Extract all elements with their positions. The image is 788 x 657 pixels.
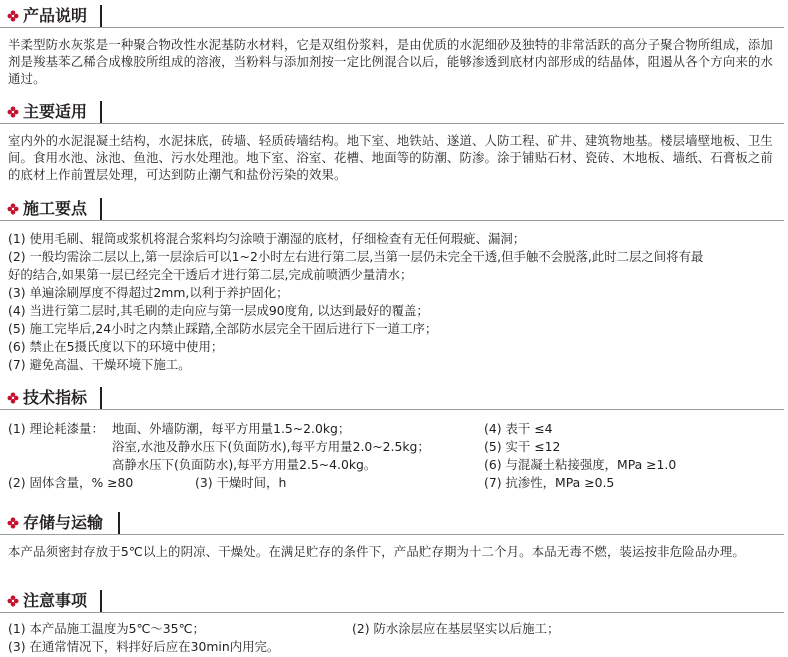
spec-consumption-label: (1) 理论耗漆量： (8, 421, 104, 436)
construction-step: (7) 避免高温、干燥环境下施工。 (8, 357, 191, 372)
spec-consumption-line: 地面、外墙防潮，每平方用量1.5~2.0kg； (112, 421, 351, 436)
flower-bullet-icon (7, 203, 19, 215)
section-title: 注意事项 (7, 591, 87, 611)
spec-right-item: (4) 表干 ≤4 (484, 421, 553, 436)
storage-text: 本产品须密封存放于5℃以上的阴凉、干燥处。在满足贮存的条件下，产品贮存期为十二个月。本品无毒不燃，装运按非危险品办理。 (8, 544, 745, 559)
construction-step-continued: 好的结合,如果第一层已经完全干透后才进行第二层,完成前喷洒少量清水； (8, 267, 413, 282)
section-header-construction (0, 197, 788, 223)
title-divider (100, 590, 102, 612)
title-divider (100, 198, 102, 220)
section-rule (0, 534, 784, 535)
spec-consumption-line: 浴室,水池及静水压下(负面防水),每平方用量2.0~2.5kg； (112, 439, 430, 454)
note-item: (1) 本产品施工温度为5℃～35℃； (8, 621, 205, 636)
spec-right-item: (7) 抗渗性，MPa ≥0.5 (484, 475, 615, 490)
flower-bullet-icon (7, 595, 19, 607)
section-title: 主要适用 (7, 102, 87, 122)
section-rule (0, 612, 784, 613)
title-divider (100, 5, 102, 27)
construction-step: (6) 禁止在5摄氏度以下的环境中使用； (8, 339, 224, 354)
section-title: 施工要点 (7, 199, 87, 219)
flower-bullet-icon (7, 517, 19, 529)
flower-bullet-icon (7, 10, 19, 22)
section-header-usage (0, 100, 788, 126)
section-header-notes (0, 589, 788, 615)
construction-step: (1) 使用毛刷、辊筒或浆机将混合浆料均匀涂喷于潮湿的底材，仔细检查有无任何瑕疵、漏洞； (8, 231, 526, 246)
section-rule (0, 123, 784, 124)
section-rule (0, 220, 784, 221)
section-header-description (0, 4, 788, 30)
section-header-storage (0, 511, 788, 537)
description-text: 半柔型防水灰浆是一种聚合物改性水泥基防水材料，它是双组份浆料，是由优质的水泥细砂及独特的非常活跃的高分子聚合物所组成，添加剂是羧基苯乙稀合成橡胶所组成的溶液，当粉料与添加剂按一定比例混合以后，能够渗透到底材内部形成的结晶体，阻遏从各个方向来的水通过。 (8, 37, 773, 86)
construction-step: (3) 单遍涂刷厚度不得超过2mm,以利于养护固化； (8, 285, 289, 300)
spec-right-item: (6) 与混凝土粘接强度，MPa ≥1.0 (484, 457, 677, 472)
section-title: 产品说明 (7, 6, 87, 26)
title-divider (100, 387, 102, 409)
note-item: (3) 在通常情况下，料拌好后应在30min内用完。 (8, 639, 280, 654)
construction-step: (5) 施工完毕后,24小时之内禁止踩踏,全部防水层完全干固后进行下一道工序； (8, 321, 438, 336)
spec-consumption-line: 高静水压下(负面防水),每平方用量2.5~4.0kg。 (112, 457, 377, 472)
flower-bullet-icon (7, 392, 19, 404)
title-divider (100, 101, 102, 123)
section-title: 技术指标 (7, 388, 87, 408)
section-rule (0, 409, 784, 410)
construction-step: (2) 一般均需涂二层以上,第一层涂后可以1~2小时左右进行第二层,当第一层仍未完全干透,但手触不会脱落,此时二层之间将有最 (8, 249, 704, 264)
spec-solid-content: (2) 固体含量，% ≥80 (8, 475, 134, 490)
flower-bullet-icon (7, 106, 19, 118)
title-divider (118, 512, 120, 534)
spec-right-item: (5) 实干 ≤12 (484, 439, 561, 454)
section-title: 存储与运输 (7, 513, 103, 533)
usage-text: 室内外的水泥混凝土结构，水泥抹底，砖墙、轻质砖墙结构。地下室、地铁站、遂道、人防工程、矿井、建筑物地基。楼层墙壁地板、卫生间。食用水池、泳池、鱼池、污水处理池。地下室、浴室、花槽、地面等的防潮、防渗。涂于铺贴石材、瓷砖、木地板、墙纸、石膏板之前的底材上作前置层处理，可达到防止潮气和盐份污染的效果。 (8, 133, 773, 182)
spec-dry-time: (3) 干燥时间，h (195, 475, 287, 490)
section-rule (0, 27, 784, 28)
construction-step: (4) 当进行第二层时,其毛刷的走向应与第一层成90度角, 以达到最好的覆盖； (8, 303, 429, 318)
note-item: (2) 防水涂层应在基层坚实以后施工； (352, 621, 560, 636)
section-header-specs (0, 386, 788, 412)
